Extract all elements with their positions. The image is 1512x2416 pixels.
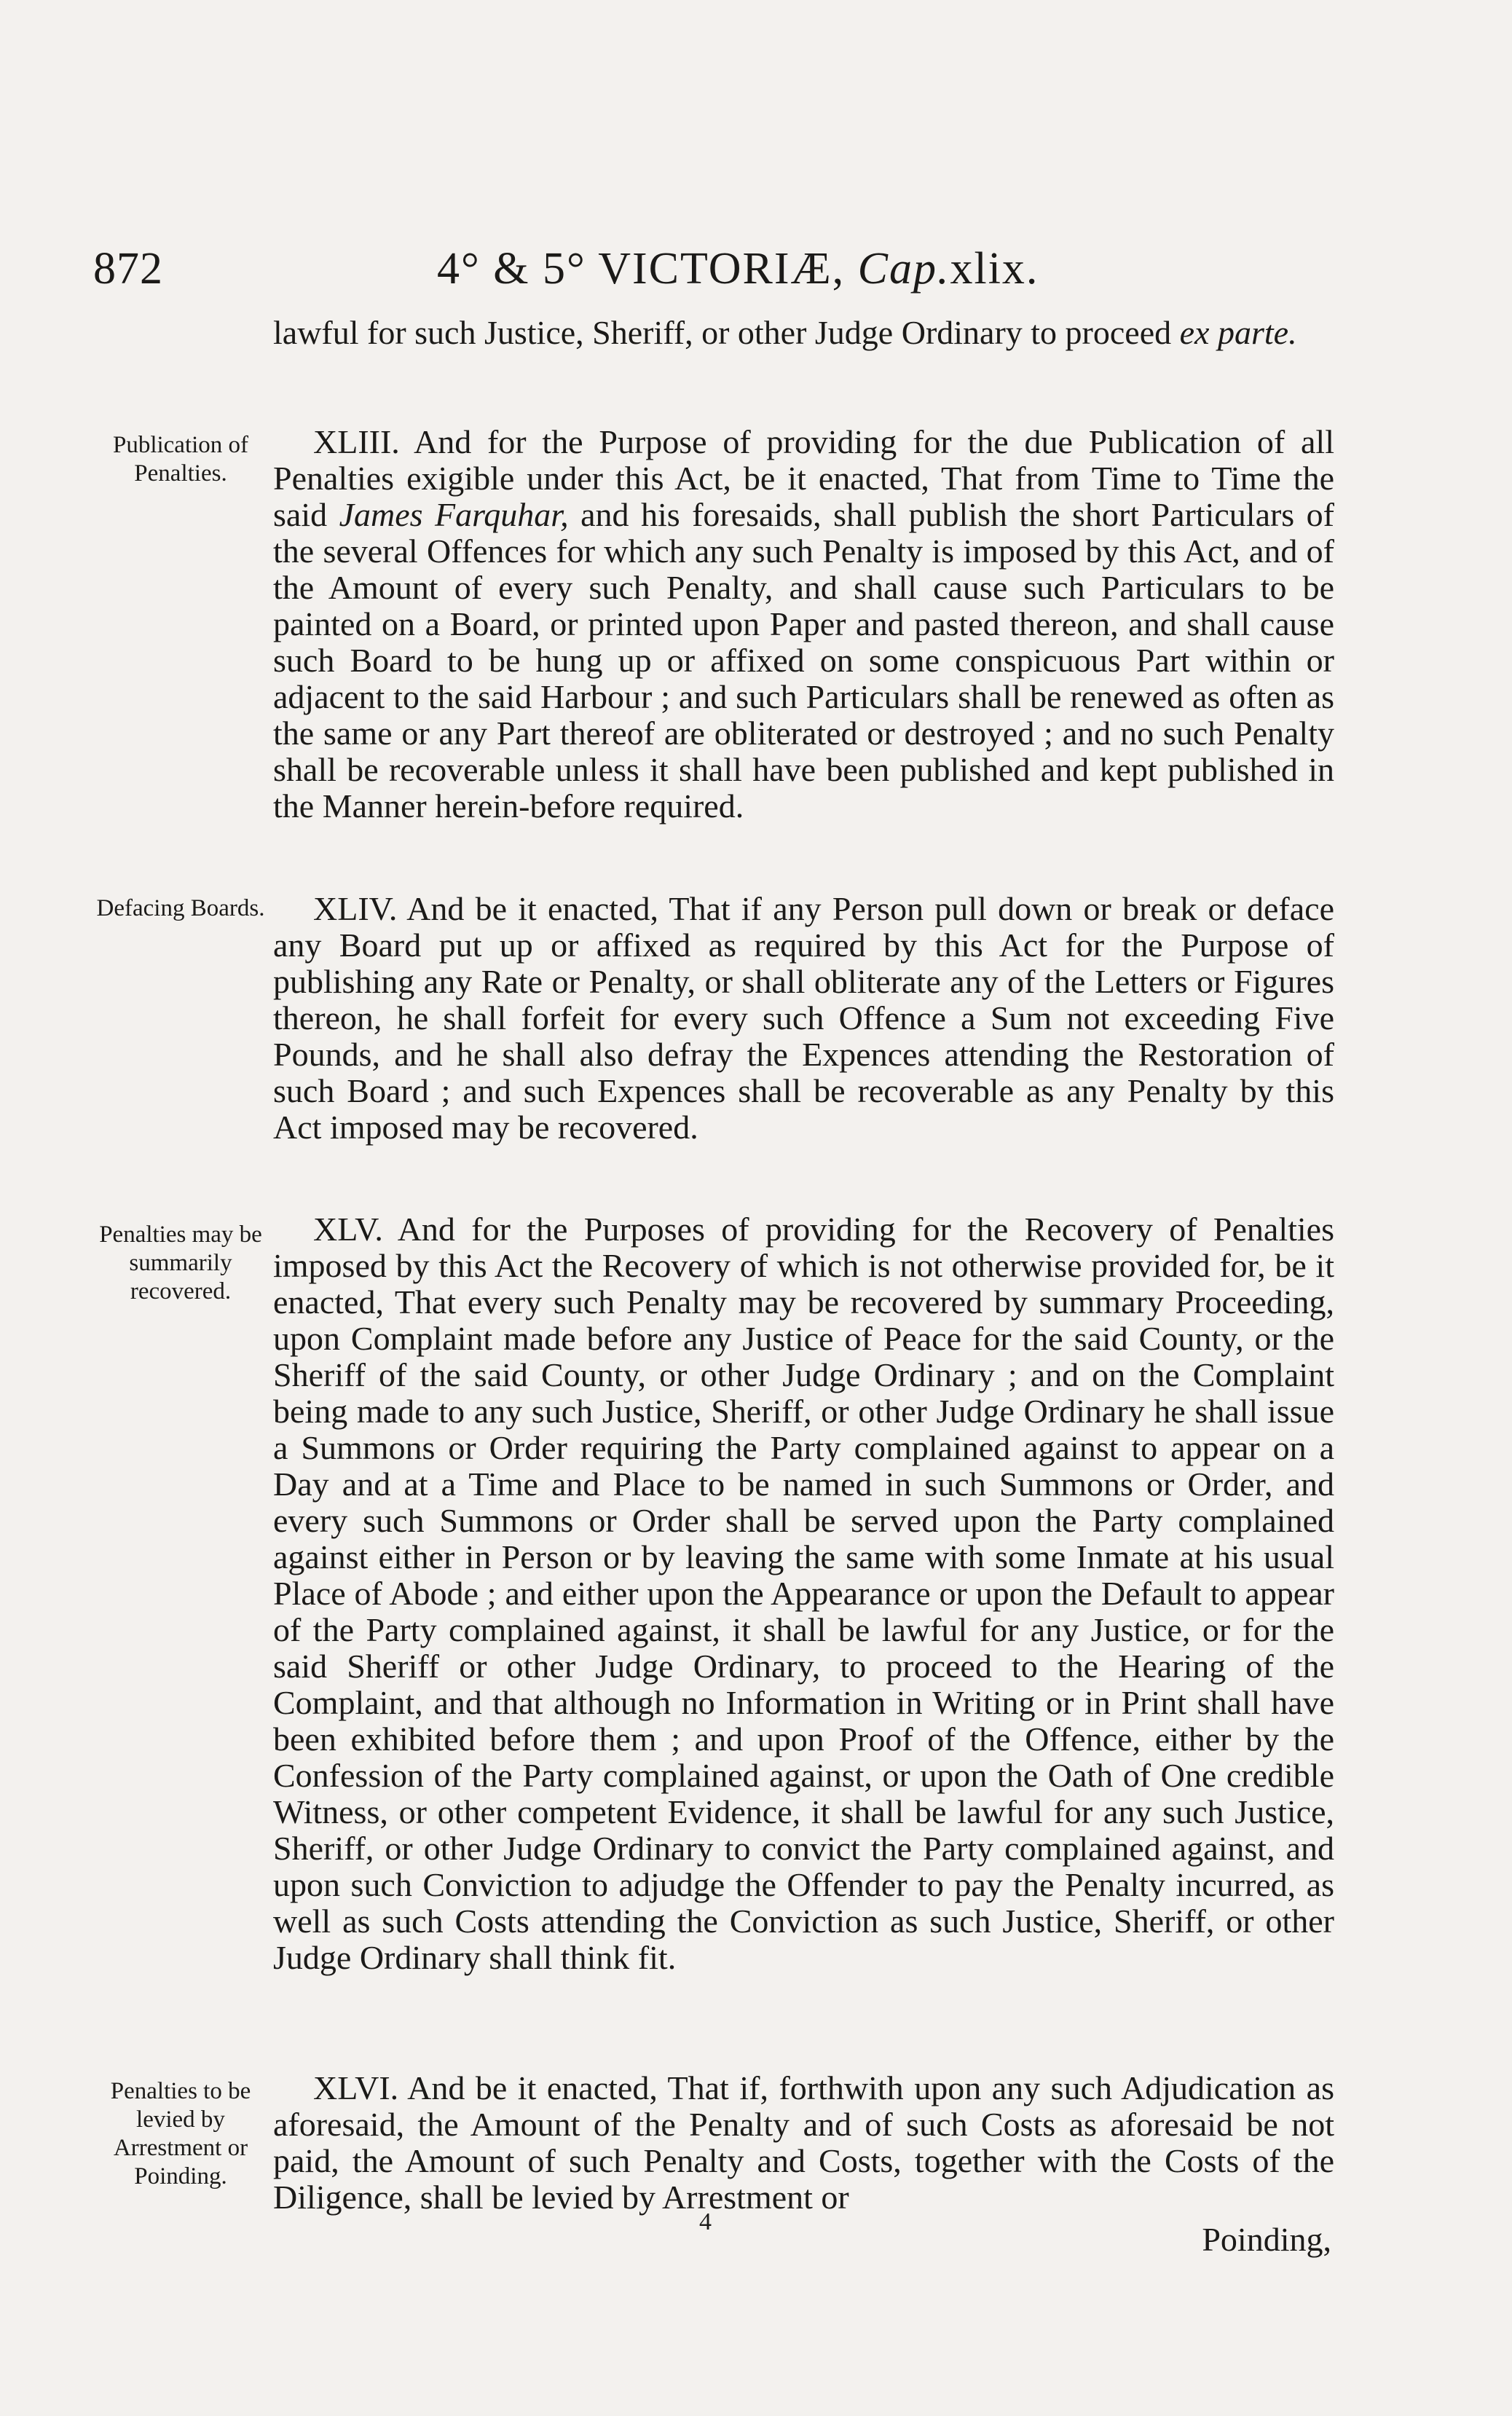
sidenote-defacing-boards: Defacing Boards. [96, 895, 265, 921]
sidenote-penalties-summarily-recovered: Penalties may be summarily recovered. [99, 1221, 262, 1305]
section-xliii-name: James Farquhar, [339, 496, 569, 533]
page-number: 872 [93, 244, 163, 294]
section-xliii-rest: and his foresaids, shall publish the short Particulars of the several Offences for which any such Penalty is imposed by this Act, and of the Amount of every such Penalty, and shall cause such Particulars to be painted on a Board, or printed upon Paper and pasted thereon, and shall cause such Board to be hung up or affixed on some conspicuous Part within or adjacent to the said Harbour ; and such Particulars shall be renewed as often as the same or any Part thereof are obliterated or destroyed ; and no such Penalty shall be recoverable unless it shall have been published and kept published in the Manner herein-before required. [273, 496, 1334, 825]
section-xliii [273, 424, 1334, 825]
sidenote-publication-of-penalties: Publication of Penalties. [112, 432, 249, 487]
title-prefix: 4° & 5° VICTORIÆ, [437, 244, 846, 294]
section-xliv: XLIV. And be it enacted, That if any Person pull down or break or deface any Board put up or affixed as required by this Act for the Purpose of publishing any Rate or Penalty, or shall obliterate any of the Letters or Figures thereon, he shall forfeit for every such Offence a Sum not exceeding Five Pounds, and he shall also defray the Expences attending the Restoration of such Board ; and such Expences shall be recoverable as any Penalty by this Act imposed may be recovered. [273, 890, 1334, 1146]
continuation-paragraph [273, 315, 1334, 351]
section-xliii-lead: XLIII. And for the Purpose of providing for the due Publication of all Penalties exigible under this Act, be it enacted, That from Time to Time the said [273, 423, 1334, 533]
title-cap: Cap. [857, 244, 950, 294]
running-title [437, 243, 1039, 295]
continuation-italic: ex parte. [1179, 314, 1297, 351]
sidenote-penalties-levied: Penalties to be levied by Arrestment or Poinding. [110, 2078, 251, 2189]
title-chapter: xlix. [950, 244, 1039, 294]
continuation-text: lawful for such Justice, Sheriff, or other Judge Ordinary to proceed [273, 314, 1172, 351]
signature-mark: 4 [699, 2208, 712, 2235]
section-xlv: XLV. And for the Purposes of providing for the Recovery of Penalties imposed by this Act the Recovery of which is not otherwise provided for, be it enacted, That every such Penalty may be recovered by summary Proceeding, upon Complaint made before any Justice of Peace for the said County, or the Sheriff of the said County, or other Judge Ordinary ; and on the Complaint being made to any such Justice, Sheriff, or other Judge Ordinary he shall issue a Summons or Order requiring the Party complained against to appear on a Day and at a Time and Place to be named in such Summons or Order, and every such Summons or Order shall be served upon the Party complained against either in Person or by leaving the same with some Inmate at his usual Place of Abode ; and either upon the Appearance or upon the Default to appear of the Party complained against, it shall be lawful for any Justice, or for the said Sheriff or other Judge Ordinary, to proceed to the Hearing of the Complaint, and that although no Information in Writing or in Print shall have been exhibited before them ; and upon Proof of the Offence, either by the Confession of the Party complained against, or upon the Oath of One credible Witness, or other competent Evidence, it shall be lawful for any such Justice, Sheriff, or other Judge Ordinary to convict the Party complained against, and upon such Conviction to adjudge the Offender to pay the Penalty incurred, as well as such Costs attending the Conviction as such Justice, Sheriff, or other Judge Ordinary shall think fit. [273, 1211, 1334, 1976]
section-xlvi: XLVI. And be it enacted, That if, forthwith upon any such Adjudication as aforesaid, the Amount of the Penalty and of such Costs as aforesaid be not paid, the Amount of such Penalty and Costs, together with the Costs of the Diligence, shall be levied by Arrestment or [273, 2069, 1334, 2216]
catchword: Poinding, [1202, 2221, 1331, 2258]
